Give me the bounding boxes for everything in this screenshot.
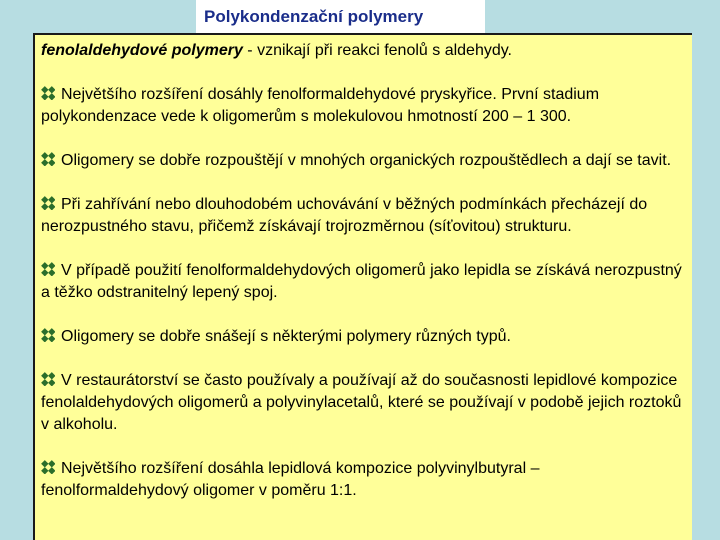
content-box — [33, 33, 692, 540]
title-box — [196, 0, 485, 33]
bullet-text: Oligomery se dobře rozpouštějí v mnohých organických rozpouštědlech a dají se tavit. — [61, 152, 672, 169]
bullet-item — [41, 260, 686, 304]
intro-rest: - vznikají při reakci fenolů s aldehydy. — [242, 42, 512, 59]
diamond-bullet-icon — [41, 152, 55, 166]
bullet-text: Při zahřívání nebo dlouhodobém uchovávání v běžných podmínkách přecházejí do nerozpustného stavu, přičemž získávají trojrozměrnou (síťovitou) strukturu. — [41, 196, 648, 235]
bullet-text: V restaurátorství se často používaly a používají až do současnosti lepidlové kompozice fenolaldehydových oligomerů a polyvinylacetalů, které se používají v podobě jejich roztoků v alkoholu. — [41, 372, 682, 433]
diamond-bullet-icon — [41, 262, 55, 276]
bullet-item — [41, 326, 686, 348]
bullet-item — [41, 194, 686, 238]
diamond-bullet-icon — [41, 86, 55, 100]
bullet-text: Oligomery se dobře snášejí s některými polymery různých typů. — [61, 328, 511, 345]
diamond-bullet-icon — [41, 460, 55, 474]
bullet-text: V případě použití fenolformaldehydových oligomerů jako lepidla se získává nerozpustný a těžko odstranitelný lepený spoj. — [41, 262, 682, 301]
intro-term: fenolaldehydové polymery — [41, 42, 243, 59]
page-title: Polykondenzační polymery — [204, 7, 424, 26]
bullet-item — [41, 458, 686, 502]
diamond-bullet-icon — [41, 328, 55, 342]
bullet-item — [41, 84, 686, 128]
bullet-item — [41, 370, 686, 436]
bullet-text: Největšího rozšíření dosáhly fenolformaldehydové pryskyřice. První stadium polykondenzace vede k oligomerům s molekulovou hmotností 200 – 1 300. — [41, 86, 600, 125]
diamond-bullet-icon — [41, 372, 55, 386]
bullet-text: Největšího rozšíření dosáhla lepidlová kompozice polyvinylbutyral – fenolformaldehydový oligomer v poměru 1:1. — [41, 460, 540, 499]
bullet-item — [41, 150, 686, 172]
diamond-bullet-icon — [41, 196, 55, 210]
intro-paragraph — [41, 40, 686, 62]
